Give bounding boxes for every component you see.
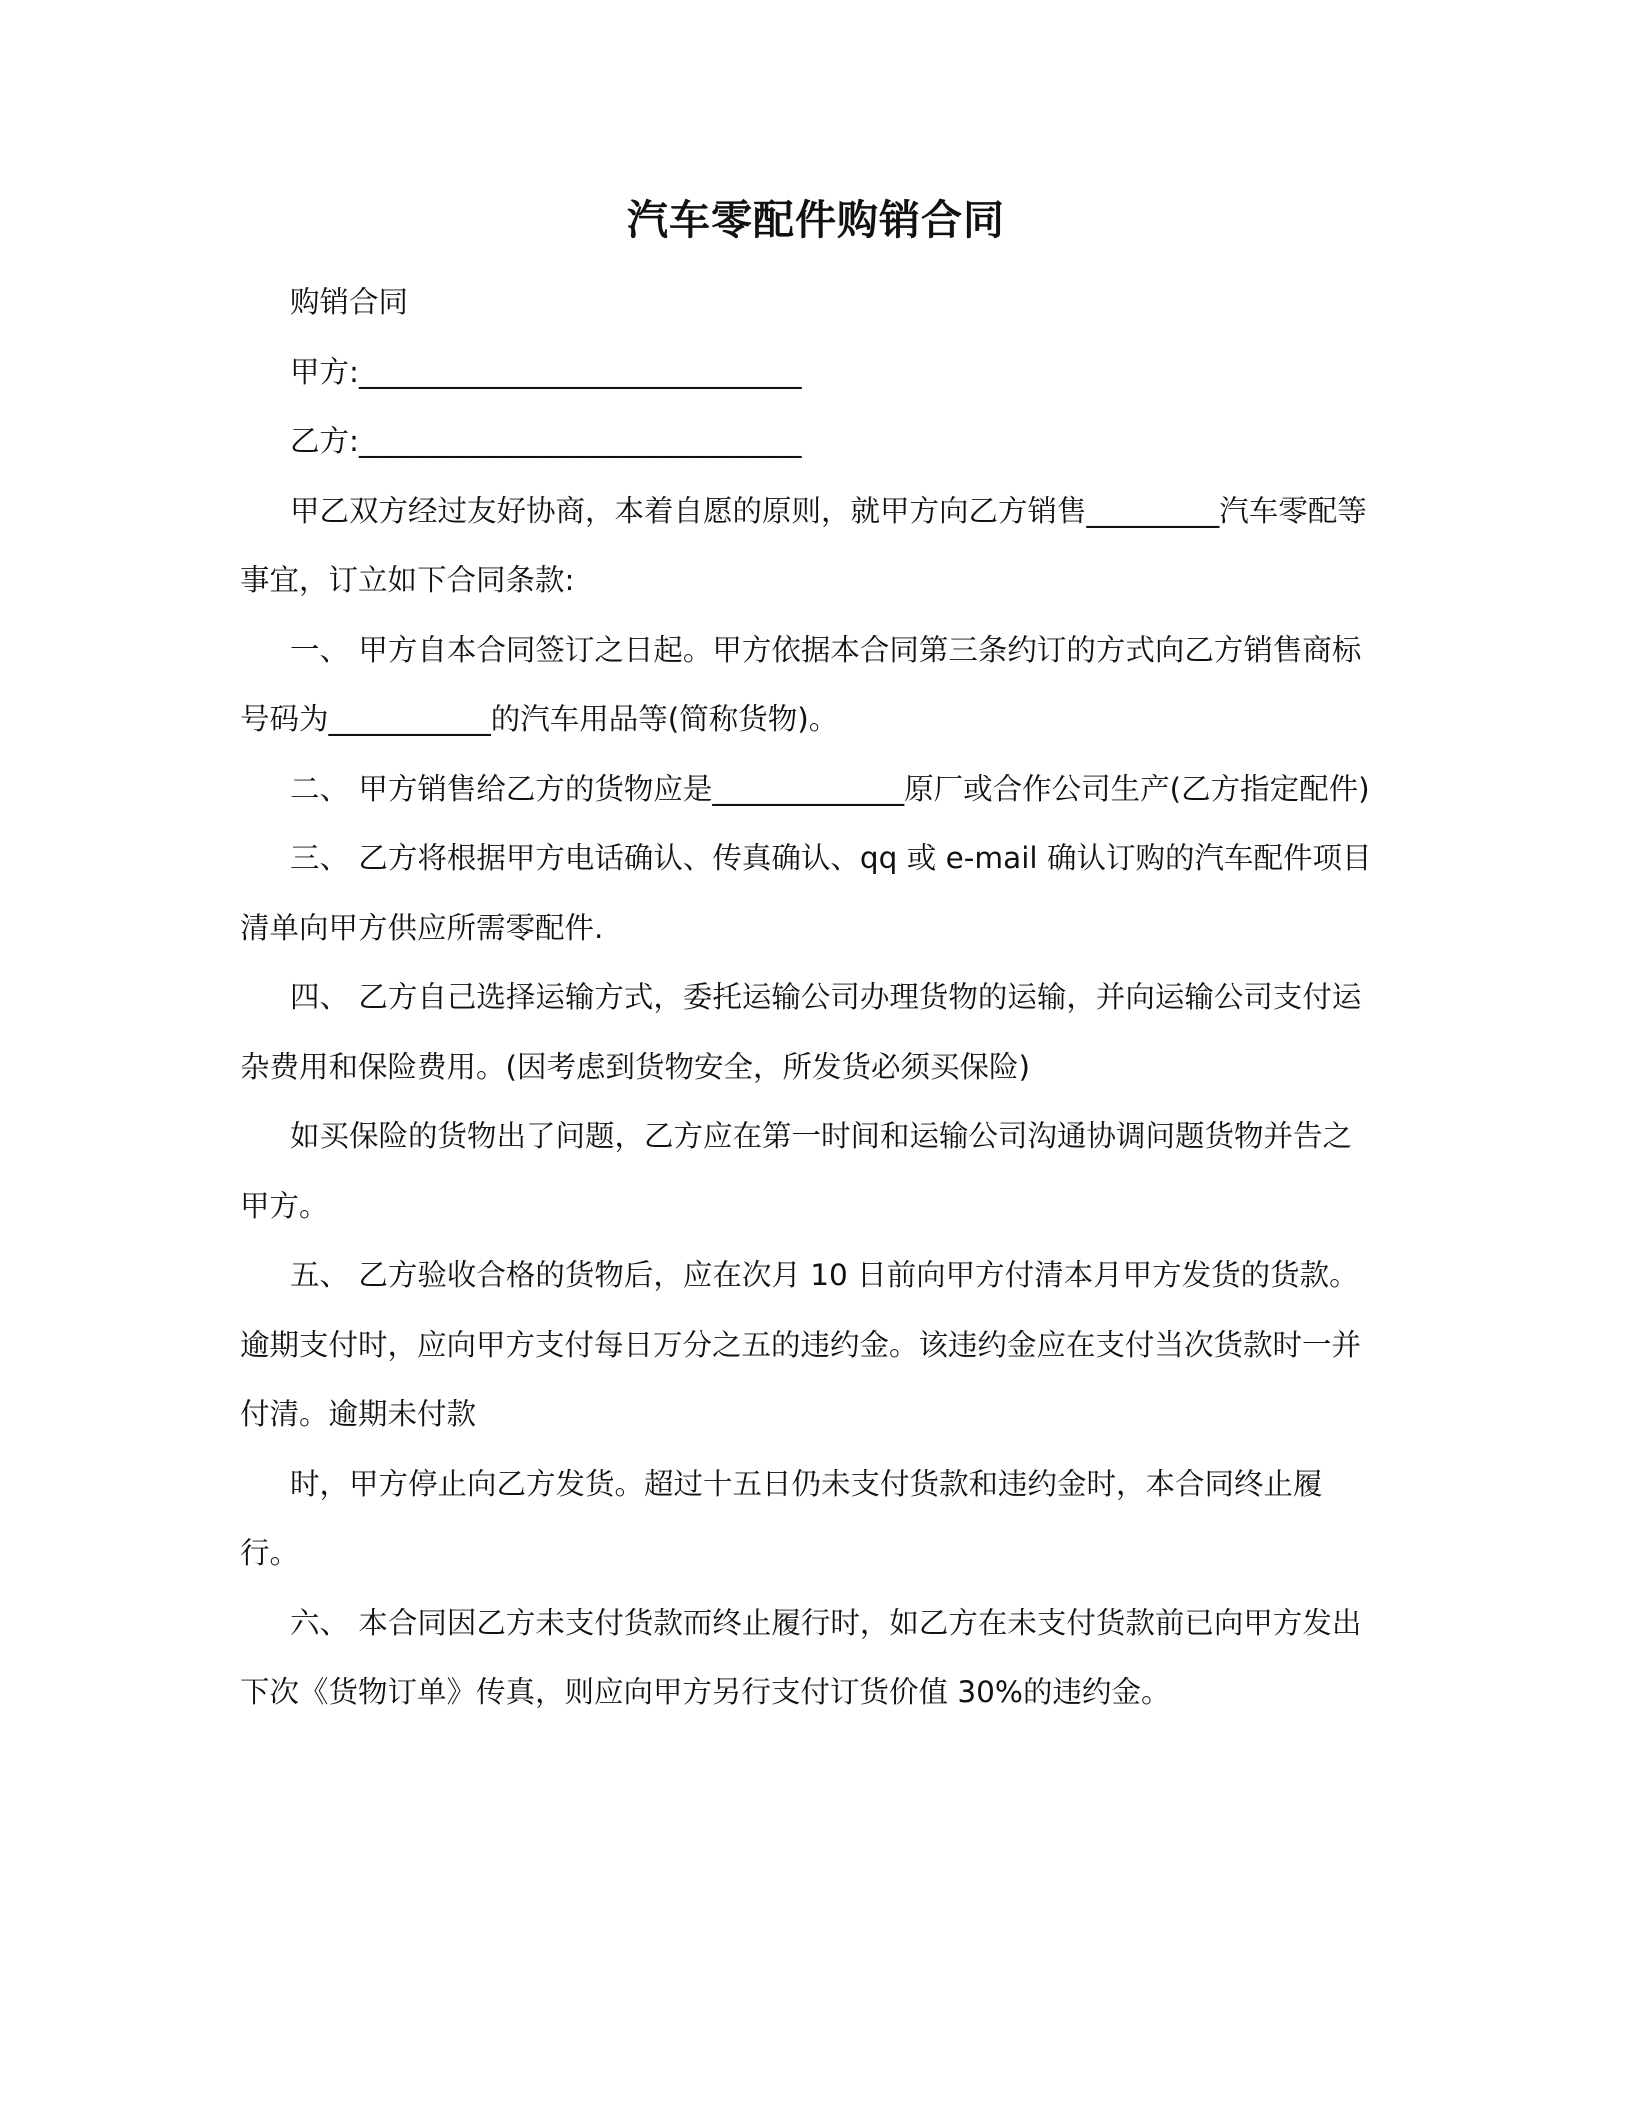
paragraph-clause-6: 六、 本合同因乙方未支付货款而终止履行时，如乙方在未支付货款前已向甲方发出下次《货物订单》传真，则应向甲方另行支付订货价值 30%的违约金。: [240, 1605, 1362, 1709]
paragraph-party-a: 甲方:______________________________: [290, 354, 802, 389]
paragraph-clause-4: 四、 乙方自己选择运输方式，委托运输公司办理货物的运输，并向运输公司支付运杂费用和保险费用。(因考虑到货物安全，所发货必须买保险): [240, 980, 1362, 1084]
paragraph-clause-5-continued: 时，甲方停止向乙方发货。超过十五日仍未支付货款和违约金时，本合同终止履行。: [240, 1466, 1323, 1570]
paragraph-clause-5: 五、 乙方验收合格的货物后，应在次月 10 日前向甲方付清本月甲方发货的货款。逾期支付时，应向甲方支付每日万分之五的违约金。该违约金应在支付当次货款时一并付清。逾期未付款: [240, 1258, 1362, 1431]
paragraph-clause-2: 二、 甲方销售给乙方的货物应是_____________原厂或合作公司生产(乙方指定配件): [290, 771, 1370, 806]
paragraph-subtitle: 购销合同: [290, 285, 409, 319]
document-body: [240, 268, 1380, 1728]
document-title: 汽车零配件购销合同: [627, 196, 1005, 244]
paragraph-preamble: 甲乙双方经过友好协商，本着自愿的原则，就甲方向乙方销售_________汽车零配等事宜，订立如下合同条款:: [240, 493, 1367, 597]
paragraph-clause-3: 三、 乙方将根据甲方电话确认、传真确认、qq 或 e-mail 确认订购的汽车配件项目清单向甲方供应所需零配件.: [240, 841, 1372, 945]
paragraph-insurance-note: 如买保险的货物出了问题，乙方应在第一时间和运输公司沟通协调问题货物并告之甲方。: [240, 1119, 1353, 1223]
paragraph-party-b: 乙方:______________________________: [290, 424, 802, 458]
paragraph-clause-1: 一、 甲方自本合同签订之日起。甲方依据本合同第三条约订的方式向乙方销售商标号码为___________的汽车用品等(简称货物)。: [240, 632, 1362, 736]
